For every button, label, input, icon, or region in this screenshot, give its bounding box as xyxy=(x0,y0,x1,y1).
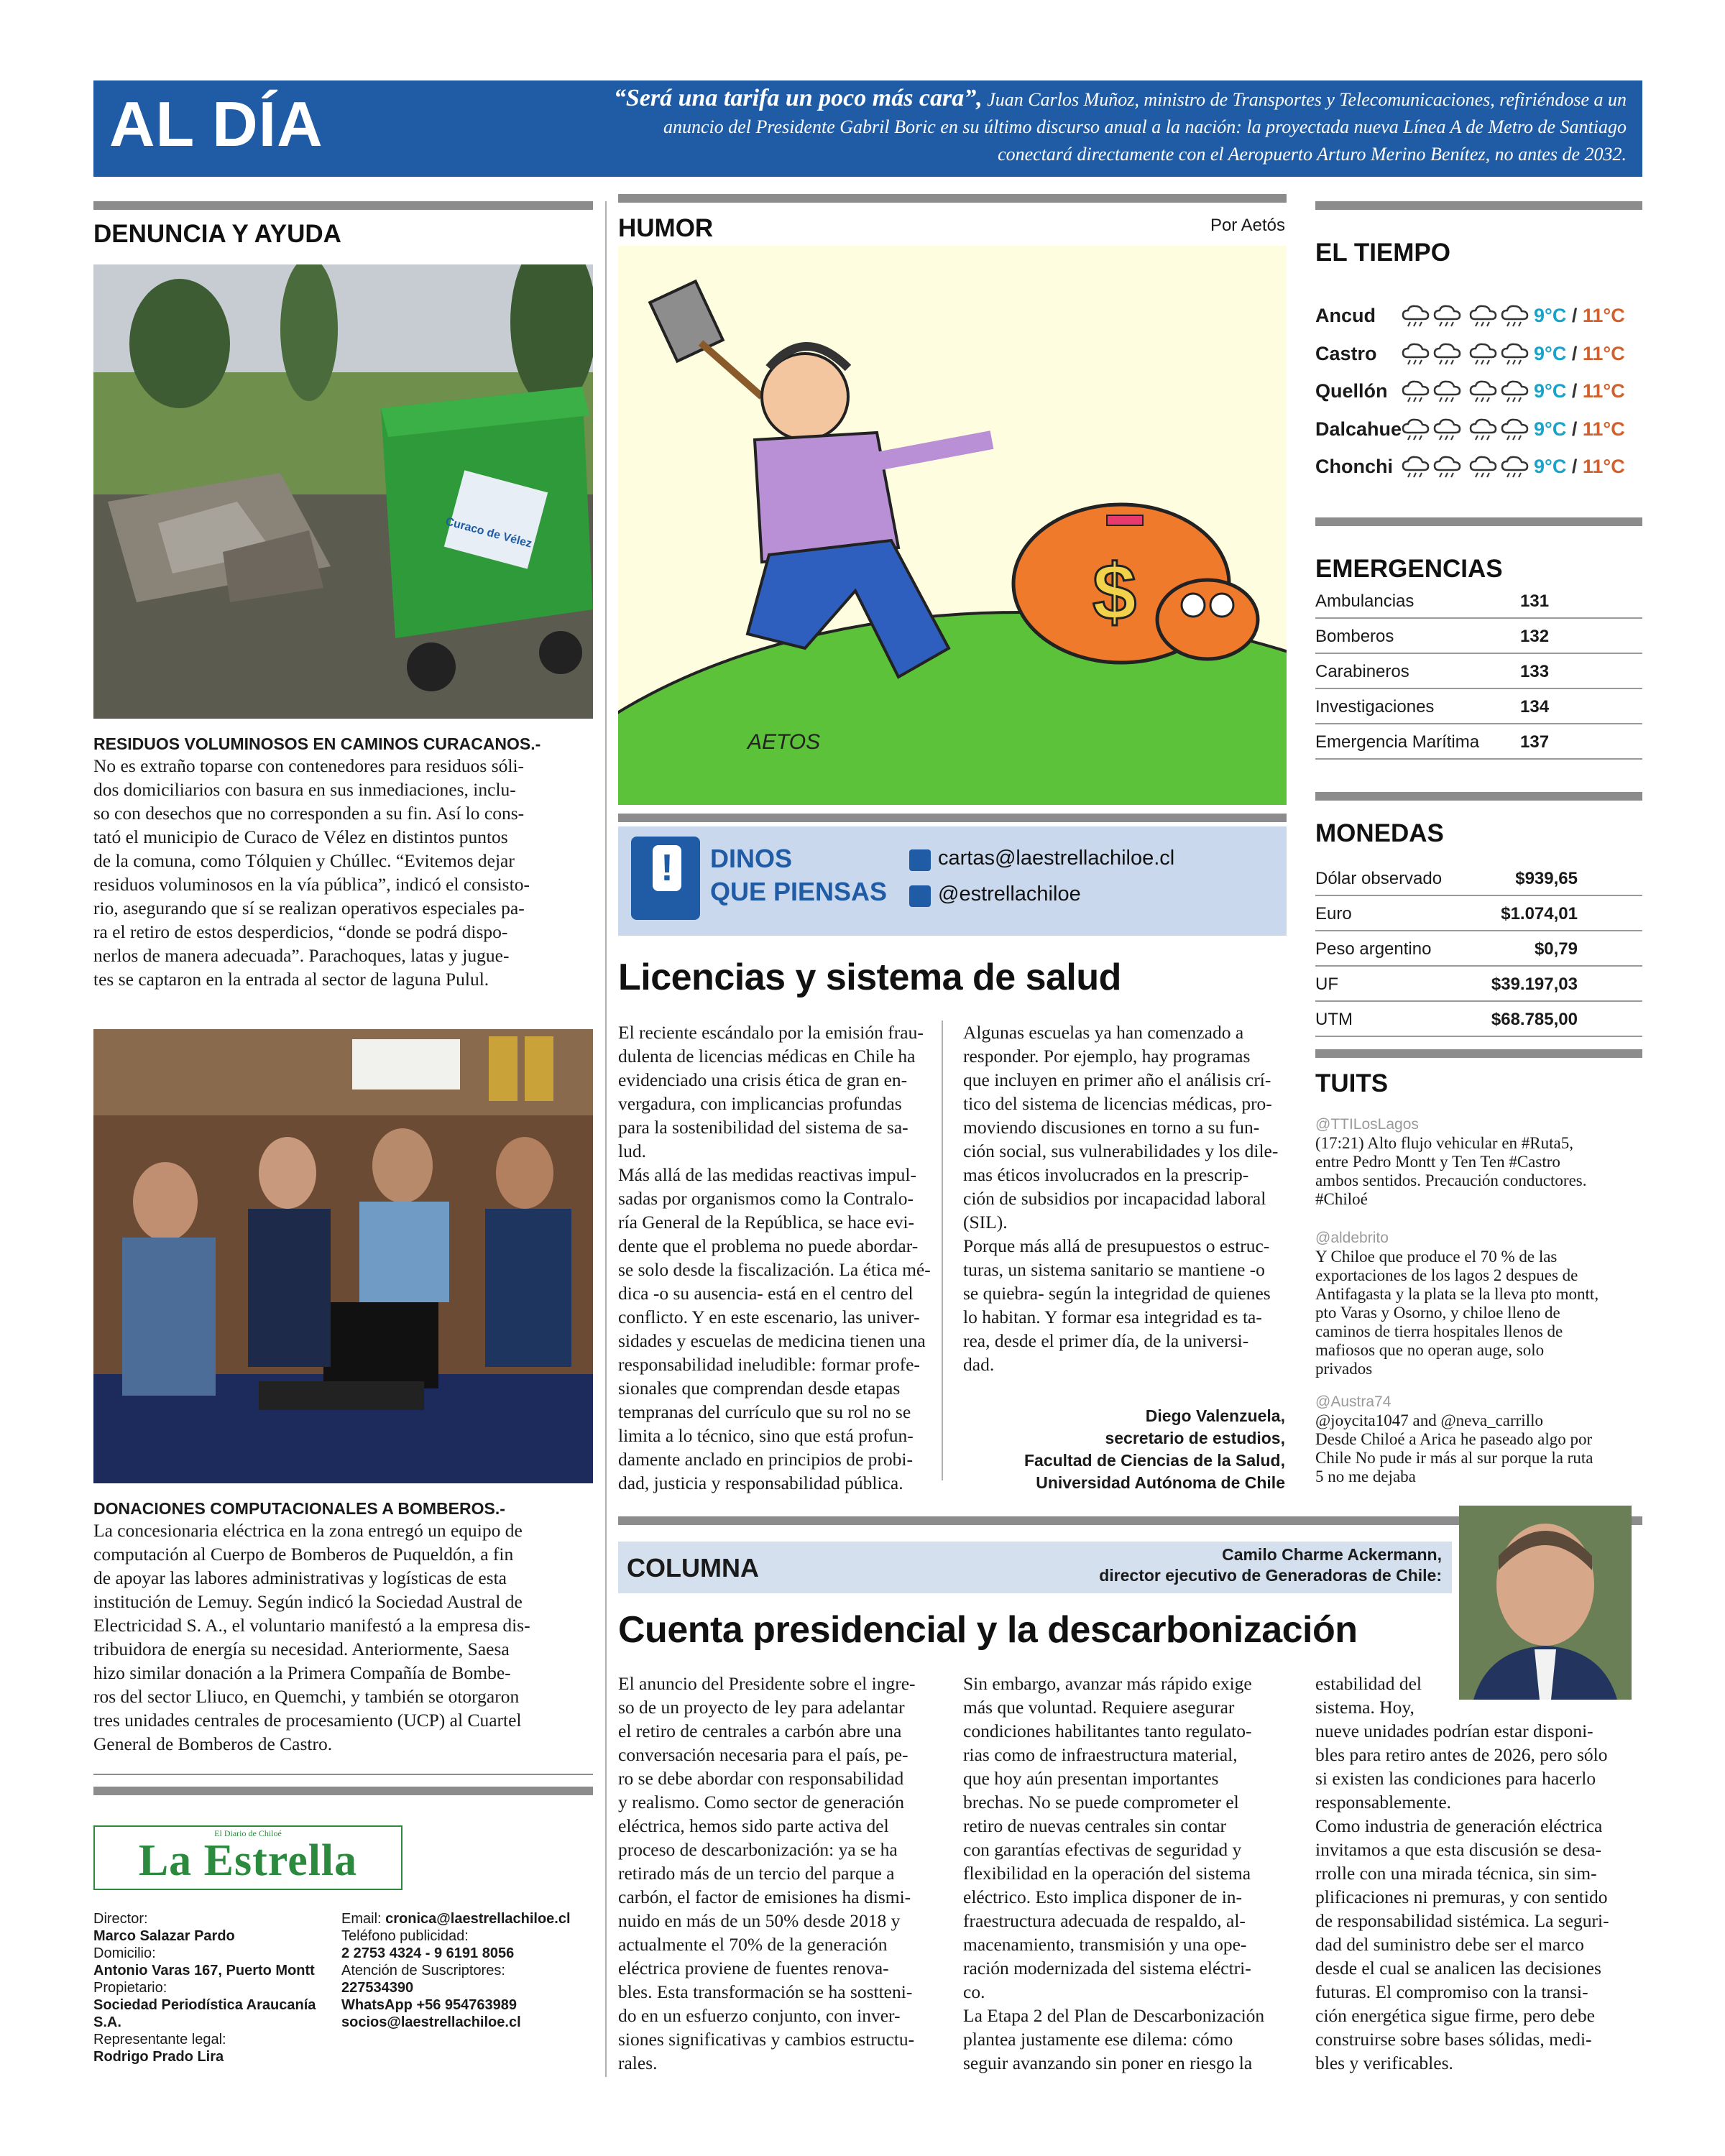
story1-line: dos domiciliarios con basura en sus inmediaciones, inclu- xyxy=(93,779,516,800)
tuit-line: @joycita1047 and @neva_carrillo xyxy=(1315,1411,1543,1429)
columna-line: construirse sobre bases sólidas, medi- xyxy=(1315,2029,1592,2050)
author-photo xyxy=(1459,1506,1632,1700)
letter-line: ción social, sus vulnerabilidades y los dile- xyxy=(963,1141,1279,1161)
humor-cartoon xyxy=(618,246,1287,805)
letter-signature xyxy=(963,1405,1285,1494)
columna-line: macenamiento, transmisión y una ope- xyxy=(963,1934,1247,1955)
moneda-row-value: $1.074,01 xyxy=(1501,904,1578,923)
rain-cloud-icon xyxy=(1432,303,1463,328)
columna-line: La Etapa 2 del Plan de Descarbonización xyxy=(963,2005,1265,2026)
columna-label: COLUMNA xyxy=(627,1553,759,1583)
quote-attribution: Juan Carlos Muñoz, ministro de Transportes y Telecomunicaciones, refiriéndose a un anuncio del Presidente Gabril Boric en su último discurso anual a la nación: la proyectada nueva Línea A de Metro de Santiago conectará directamente con el Aeropuerto Arturo Merino Benítez, no antes de 2032. xyxy=(663,89,1627,165)
letter-line: tico del sistema de licencias médicas, pro- xyxy=(963,1093,1272,1114)
tuit-line: caminos de tierra hospitales llenos de xyxy=(1315,1322,1563,1340)
letter-column-2 xyxy=(963,1021,1287,1376)
columna-line: ración modernizada del sistema eléctri- xyxy=(963,1958,1251,1978)
columna-line: bles. Esta transformación se ha sostteni- xyxy=(618,1981,913,2002)
columna-line: plantea justamente ese dilema: cómo xyxy=(963,2029,1233,2050)
columna-line: plificaciones ni premuras, y con sentido xyxy=(1315,1886,1608,1907)
columna-author: Camilo Charme Ackermann, director ejecutivo de Generadoras de Chile: xyxy=(1099,1545,1442,1585)
bin-label: Curaco de Vélez xyxy=(443,515,533,550)
story1-line: tes se captaron en la entrada al sector de laguna Pulul. xyxy=(93,969,489,990)
columna-line: flexibilidad en la operación del sistema xyxy=(963,1863,1251,1884)
exclamation-icon: ! xyxy=(631,837,700,920)
letter-line: evidenciado una crisis ética de gran en- xyxy=(618,1069,908,1090)
letter-line: conflicto. Y en este escenario, las univer- xyxy=(618,1307,920,1327)
columna-band xyxy=(618,1542,1452,1593)
letter-line: ción de subsidios por incapacidad laboral xyxy=(963,1188,1266,1209)
tuit-handle[interactable]: @aldebrito xyxy=(1315,1230,1389,1246)
tuit-line: Desde Chiloé a Arica he paseado algo por xyxy=(1315,1430,1593,1448)
rain-cloud-icon xyxy=(1432,417,1463,441)
rain-cloud-icon xyxy=(1432,341,1463,366)
rain-cloud-icon xyxy=(1432,454,1463,479)
columna-line: nuido en más de un 50% desde 2018 y xyxy=(618,1910,901,1931)
envelope-icon xyxy=(909,849,931,871)
emergencia-row-value: 134 xyxy=(1520,697,1550,717)
moneda-row-value: $68.785,00 xyxy=(1491,1010,1578,1029)
columna-line: rales. xyxy=(618,2053,658,2073)
letter-line: sidades y escuelas de medicina tienen una xyxy=(618,1330,926,1351)
story1 xyxy=(93,734,593,991)
tuit-line: Y Chiloe que produce el 70 % de las xyxy=(1315,1248,1558,1266)
story2-line: tres unidades centrales de procesamiento (UCP) al Cuartel xyxy=(93,1710,522,1731)
columna-line: El anuncio del Presidente sobre el ingre- xyxy=(618,1673,916,1694)
letter-line: ría General de la República, se hace evi- xyxy=(618,1212,915,1233)
story1-line: No es extraño toparse con contenedores para residuos sóli- xyxy=(93,755,525,776)
story2-line: institución de Lemuy. Según indicó la Sociedad Austral de xyxy=(93,1591,523,1612)
columna-line: co. xyxy=(963,1981,985,2002)
denuncia-title: DENUNCIA Y AYUDA xyxy=(93,220,341,248)
columna-column-1 xyxy=(618,1672,942,2075)
columna-line: eléctrico. Esto implica disponer de in- xyxy=(963,1886,1243,1907)
columna-line: más que voluntad. Requiere asegurar xyxy=(963,1697,1235,1718)
tuit-line: #Chiloé xyxy=(1315,1190,1368,1208)
story2-line: tribuidora de energía su necesidad. Anteriormente, Saesa xyxy=(93,1639,510,1659)
letter-line: dad. xyxy=(963,1354,995,1375)
rain-cloud-icon xyxy=(1468,417,1499,441)
tuit-item xyxy=(1315,1229,1642,1378)
letter-line: mas éticos involucrados en la prescrip- xyxy=(963,1164,1249,1185)
emergencia-row xyxy=(1315,619,1642,654)
story2-line: hizo similar donación a la Primera Compañía de Bombe- xyxy=(93,1662,511,1683)
moneda-row-label: Dólar observado xyxy=(1315,869,1443,888)
weather-temp: 9°C / 11°C xyxy=(1534,342,1625,364)
tuit-line: pto Varas y Osorno, y chiloe lleno de xyxy=(1315,1304,1560,1322)
weather-temp: 9°C / 11°C xyxy=(1534,380,1625,402)
moneda-row-value: $39.197,03 xyxy=(1491,975,1578,994)
story2-line: computación al Cuerpo de Bomberos de Puqueldón, a fin xyxy=(93,1544,514,1565)
rain-cloud-icon xyxy=(1400,417,1432,441)
story2-line: Electricidad S. A., el voluntario manifestó a la empresa dis- xyxy=(93,1615,530,1636)
columna-line: que hoy aún presentan importantes xyxy=(963,1768,1219,1789)
letter-line: Más allá de las medidas reactivas impul- xyxy=(618,1164,916,1185)
columna-line: dad del suministro debe ser el marco xyxy=(1315,1934,1584,1955)
weather-city: Chonchi xyxy=(1315,456,1393,477)
quote-text: “Será una tarifa un poco más cara”, xyxy=(613,85,983,111)
column-divider xyxy=(942,1021,943,1480)
section-header xyxy=(93,80,1642,177)
columna-line: carbón, el factor de emisiones ha dismi- xyxy=(618,1886,911,1907)
columna-line: proceso de descarbonización: ya se ha xyxy=(618,1839,898,1860)
moneda-row-value: $939,65 xyxy=(1515,869,1578,888)
section-rule xyxy=(93,1787,593,1795)
letter-line: lud. xyxy=(618,1141,646,1161)
emergencia-row-label: Ambulancias xyxy=(1315,591,1414,611)
rain-cloud-icon xyxy=(1432,379,1463,403)
rain-cloud-icon xyxy=(1468,454,1499,479)
moneda-row xyxy=(1315,861,1642,896)
columna-line: bles y verificables. xyxy=(1315,2053,1453,2073)
rain-cloud-icon xyxy=(1499,417,1531,441)
letter-line: tempranas del currículo que su rol no se xyxy=(618,1401,911,1422)
story1-line: so con desechos que no corresponden a su fin. Así lo cons- xyxy=(93,803,525,824)
moneda-row xyxy=(1315,1002,1642,1037)
dinos-twitter[interactable]: @estrellachiloe xyxy=(938,883,1081,906)
emergencia-row xyxy=(1315,654,1642,689)
story1-line: rio, asegurando que sí se realizan operativos especiales pa- xyxy=(93,898,525,918)
emergencia-row-label: Emergencia Marítima xyxy=(1315,732,1480,752)
cartoon-signature: AETOS xyxy=(748,730,821,754)
tuit-line: entre Pedro Montt y Ten Ten #Castro xyxy=(1315,1153,1560,1171)
imprint-telefono-label: Teléfono publicidad: xyxy=(341,1928,469,1944)
imprint-director-label: Director: xyxy=(93,1911,148,1927)
columna-line: futuras. El compromiso con la transi- xyxy=(1315,1981,1588,2002)
masthead-name: La Estrella xyxy=(138,1836,358,1885)
columna-line: estabilidad del xyxy=(1315,1673,1422,1694)
letter-signature-line: Facultad de Ciencias de la Salud, xyxy=(1024,1451,1285,1470)
letter-signature-line: Diego Valenzuela, xyxy=(1145,1406,1285,1425)
emergencia-row xyxy=(1315,724,1642,760)
section-rule xyxy=(93,201,593,210)
tuit-line: ambos sentidos. Precaución conductores. xyxy=(1315,1171,1587,1189)
imprint-representante-label: Representante legal: xyxy=(93,2032,226,2047)
tuits-title: TUITS xyxy=(1315,1069,1389,1097)
letter-line: se quiebra- según la integridad de quienes xyxy=(963,1283,1271,1304)
weather-temp: 9°C / 11°C xyxy=(1534,418,1625,440)
weather-row xyxy=(1315,336,1642,373)
section-rule xyxy=(618,814,1287,822)
tuit-handle[interactable]: @Austra74 xyxy=(1315,1393,1392,1410)
columna-line: rias como de infraestructura material, xyxy=(963,1744,1238,1765)
columna-line: el retiro de centrales a carbón abre una xyxy=(618,1720,902,1741)
story2-line: de apoyar las labores administrativas y logísticas de esta xyxy=(93,1567,507,1588)
emergencia-row-value: 132 xyxy=(1520,627,1550,646)
rain-cloud-icon xyxy=(1499,379,1531,403)
letter-line: damente anclado en principios de probi- xyxy=(618,1449,913,1470)
columna-line: bles para retiro antes de 2026, pero sólo xyxy=(1315,1744,1608,1765)
letter-signature-line: Universidad Autónoma de Chile xyxy=(1036,1473,1285,1492)
letter-line: Porque más allá de presupuestos o estruc- xyxy=(963,1235,1270,1256)
columna-line: Sin embargo, avanzar más rápido exige xyxy=(963,1673,1252,1694)
header-quote xyxy=(584,85,1627,168)
imprint-propietario: Sociedad Periodística Araucanía S.A. xyxy=(93,1997,316,2030)
columna-line: actualmente el 70% de la generación xyxy=(618,1934,888,1955)
columna-line: seguir avanzando sin poner en riesgo la xyxy=(963,2053,1253,2073)
story1-line: tató el municipio de Curaco de Vélez en distintos puntos xyxy=(93,826,508,847)
tuit-line: Antifagasta y la plata se la lleva pto montt, xyxy=(1315,1285,1599,1303)
story2-line: General de Bomberos de Castro. xyxy=(93,1733,333,1754)
moneda-row xyxy=(1315,967,1642,1002)
tuit-item xyxy=(1315,1393,1642,1486)
emergencias-title: EMERGENCIAS xyxy=(1315,555,1503,583)
rain-cloud-icon xyxy=(1400,454,1432,479)
columna-headline: Cuenta presidencial y la descarbonización xyxy=(618,1609,1358,1651)
garbage-photo-illustration xyxy=(93,264,593,719)
emergencia-row xyxy=(1315,689,1642,724)
letter-line: para la sostenibilidad del sistema de sa- xyxy=(618,1117,908,1138)
letter-line: vergadura, con implicancias profundas xyxy=(618,1093,902,1114)
letter-line: responsabilidad ineludible: formar profe- xyxy=(618,1354,920,1375)
columna-line: sistema. Hoy, xyxy=(1315,1697,1414,1718)
columna-line: si existen las condiciones para hacerlo xyxy=(1315,1768,1596,1789)
emergencia-row xyxy=(1315,584,1642,619)
story1-body xyxy=(93,754,593,991)
dinos-que-piensas-box xyxy=(618,826,1287,936)
imprint-telefono: 2 2753 4324 - 9 6191 8056 xyxy=(341,1945,515,1961)
emergencia-row-label: Bomberos xyxy=(1315,627,1394,646)
story2 xyxy=(93,1499,593,1756)
section-rule xyxy=(1315,792,1642,801)
imprint-right xyxy=(341,1910,600,2031)
story2-headline: DONACIONES COMPUTACIONALES A BOMBEROS.- xyxy=(93,1499,505,1518)
columna-line: de responsabilidad sistémica. La seguri- xyxy=(1315,1910,1609,1931)
columna-line: conversación necesaria para el país, pe- xyxy=(618,1744,908,1765)
masthead-tagline: El Diario de Chiloé xyxy=(214,1828,282,1838)
story1-line: nerlos de manera adecuada”. Parachoques, latas y jugue- xyxy=(93,945,510,966)
story2-line: La concesionaria eléctrica en la zona entregó un equipo de xyxy=(93,1520,523,1541)
letter-line: dica -o su ausencia- está en el centro del xyxy=(618,1283,914,1304)
imprint-domicilio-label: Domicilio: xyxy=(93,1945,156,1961)
columna-line: rrolle con una mirada técnica, sin sim- xyxy=(1315,1863,1597,1884)
dinos-title: DINOS QUE PIENSAS xyxy=(710,844,888,906)
columna-column-3 xyxy=(1315,1672,1642,2075)
rain-cloud-icon xyxy=(1468,303,1499,328)
columna-line: ción energética sigue firme, pero debe xyxy=(1315,2005,1595,2026)
dollar-sign: $ xyxy=(1092,548,1137,637)
letter-line: dente que el problema no puede abordar- xyxy=(618,1235,919,1256)
tiempo-title: EL TIEMPO xyxy=(1315,239,1450,267)
rain-cloud-icon xyxy=(1499,303,1531,328)
letter-signature-line: secretario de estudios, xyxy=(1105,1429,1285,1447)
columna-line: eléctrica, hemos sido parte activa del xyxy=(618,1815,889,1836)
letter-line: turas, un sistema sanitario se mantiene -o xyxy=(963,1259,1265,1280)
letter-line: lo habitan. Y formar esa integridad es ta- xyxy=(963,1307,1262,1327)
moneda-row-label: UTM xyxy=(1315,1010,1353,1029)
letter-line: Algunas escuelas ya han comenzado a xyxy=(963,1022,1244,1043)
tuit-line: privados xyxy=(1315,1360,1373,1378)
columna-line: con garantías efectivas de seguridad y xyxy=(963,1839,1242,1860)
moneda-row-label: Euro xyxy=(1315,904,1352,923)
emergencia-row-value: 133 xyxy=(1520,662,1550,681)
letter-line: rea, desde el primer día, de la universi- xyxy=(963,1330,1249,1351)
story1-headline: RESIDUOS VOLUMINOSOS EN CAMINOS CURACANOS.- xyxy=(93,734,541,753)
columna-line: invitamos a que esta discusión se desa- xyxy=(1315,1839,1601,1860)
weather-row xyxy=(1315,411,1642,448)
humor-title: HUMOR xyxy=(618,214,714,242)
imprint-domicilio: Antonio Varas 167, Puerto Montt xyxy=(93,1963,315,1978)
weather-city: Castro xyxy=(1315,342,1377,364)
emergencia-row-label: Investigaciones xyxy=(1315,697,1435,717)
twitter-icon xyxy=(909,885,931,907)
section-rule xyxy=(1315,1049,1642,1058)
columna-line: y realismo. Como sector de generación xyxy=(618,1792,904,1812)
emergencia-row-value: 131 xyxy=(1520,591,1550,611)
columna-line: retiro de nuevas centrales sin contar xyxy=(963,1815,1227,1836)
dinos-email[interactable]: cartas@laestrellachiloe.cl xyxy=(938,847,1175,870)
columna-line: nueve unidades podrían estar disponi- xyxy=(1315,1720,1593,1741)
imprint-socios[interactable]: socios@laestrellachiloe.cl xyxy=(341,2014,521,2030)
letter-line: dulenta de licencias médicas en Chile ha xyxy=(618,1046,916,1067)
letter-line: sionales que comprendan desde etapas xyxy=(618,1378,901,1399)
story1-line: residuos voluminosos en la vía pública”, indicó el consisto- xyxy=(93,874,530,895)
letter-line: moviendo discusiones en torno a su fun- xyxy=(963,1117,1260,1138)
cartoon-illustration xyxy=(618,246,1287,805)
imprint-whatsapp-label: WhatsApp xyxy=(341,1997,413,2013)
imprint-email-label: Email: xyxy=(341,1911,382,1927)
weather-row xyxy=(1315,373,1642,410)
imprint-left xyxy=(93,1910,338,2065)
imprint-representante: Rodrigo Prado Lira xyxy=(93,2049,224,2065)
letter-headline: Licencias y sistema de salud xyxy=(618,957,1121,998)
columna-line: do en un esfuerzo conjunto, con inver- xyxy=(618,2005,901,2026)
imprint-whatsapp: +56 954763989 xyxy=(416,1997,518,2013)
tuit-line: 5 no me dejaba xyxy=(1315,1468,1416,1485)
firefighters-photo-illustration xyxy=(93,1029,593,1483)
imprint-director: Marco Salazar Pardo xyxy=(93,1928,235,1944)
rain-cloud-icon xyxy=(1499,454,1531,479)
columna-column-2 xyxy=(963,1672,1294,2075)
weather-temp: 9°C / 11°C xyxy=(1534,456,1625,477)
divider xyxy=(93,1774,593,1775)
rain-cloud-icon xyxy=(1400,379,1432,403)
columna-line: desde el cual se analicen las decisiones xyxy=(1315,1958,1601,1978)
moneda-row xyxy=(1315,896,1642,931)
letter-line: limita a lo técnico, sino que está profun- xyxy=(618,1425,914,1446)
section-rule xyxy=(1315,517,1642,526)
letter-line: El reciente escándalo por la emisión frau- xyxy=(618,1022,924,1043)
columna-line: brechas. No se puede comprometer el xyxy=(963,1792,1239,1812)
imprint-propietario-label: Propietario: xyxy=(93,1980,167,1996)
moneda-row-value: $0,79 xyxy=(1534,939,1578,959)
imprint-atencion: 227534390 xyxy=(341,1980,414,1996)
weather-row xyxy=(1315,448,1642,486)
weather-city: Ancud xyxy=(1315,305,1376,326)
moneda-row-label: UF xyxy=(1315,975,1338,994)
emergencia-row-label: Carabineros xyxy=(1315,662,1409,681)
tuit-handle[interactable]: @TTILosLagos xyxy=(1315,1116,1419,1133)
moneda-row-label: Peso argentino xyxy=(1315,939,1432,959)
rain-cloud-icon xyxy=(1499,341,1531,366)
humor-byline: Por Aetós xyxy=(1210,216,1285,235)
columna-line: ro se debe abordar con responsabilidad xyxy=(618,1768,904,1789)
photo-firefighters-donation xyxy=(93,1029,593,1483)
letter-line: responder. Por ejemplo, hay programas xyxy=(963,1046,1251,1067)
weather-temp: 9°C / 11°C xyxy=(1534,305,1625,326)
rain-cloud-icon xyxy=(1468,379,1499,403)
photo-garbage-container xyxy=(93,264,593,719)
rain-cloud-icon xyxy=(1400,341,1432,366)
rain-cloud-icon xyxy=(1468,341,1499,366)
letter-line: que incluyen en primer año el análisis crí- xyxy=(963,1069,1271,1090)
moneda-row xyxy=(1315,931,1642,967)
tuit-item xyxy=(1315,1115,1642,1209)
letter-line: dad, justicia y responsabilidad pública. xyxy=(618,1473,903,1493)
tuit-line: Chile No pude ir más al sur porque la ruta xyxy=(1315,1449,1593,1467)
letter-line: sadas por organismos como la Contralo- xyxy=(618,1188,914,1209)
tuit-line: (17:21) Alto flujo vehicular en #Ruta5, xyxy=(1315,1134,1573,1152)
columna-line: retirado más de un tercio del parque a xyxy=(618,1863,895,1884)
monedas-title: MONEDAS xyxy=(1315,819,1444,847)
weather-row xyxy=(1315,298,1642,335)
tuit-line: exportaciones de los lagos 2 despues de xyxy=(1315,1266,1578,1284)
columna-line: responsablemente. xyxy=(1315,1792,1452,1812)
imprint-email[interactable]: cronica@laestrellachiloe.cl xyxy=(385,1911,571,1927)
columna-line: Como industria de generación eléctrica xyxy=(1315,1815,1603,1836)
story2-body xyxy=(93,1519,593,1756)
masthead-logo xyxy=(93,1825,402,1890)
emergencia-row-value: 137 xyxy=(1520,732,1550,752)
section-rule xyxy=(1315,201,1642,210)
columna-line: condiciones habilitantes tanto regulato- xyxy=(963,1720,1252,1741)
story2-line: ros del sector Lliuco, en Quemchi, y también se otorgaron xyxy=(93,1686,520,1707)
story1-line: de la comuna, como Tólquien y Chúllec. “Evitemos dejar xyxy=(93,850,515,871)
letter-line: (SIL). xyxy=(963,1212,1008,1233)
column-divider xyxy=(605,201,607,2077)
columna-line: eléctrica proviene de fuentes renova- xyxy=(618,1958,889,1978)
weather-city: Dalcahue xyxy=(1315,418,1402,440)
section-rule xyxy=(618,194,1287,203)
columna-line: so de un proyecto de ley para adelantar xyxy=(618,1697,905,1718)
letter-line: se solo desde la fiscalización. La ética mé- xyxy=(618,1259,931,1280)
weather-city: Quellón xyxy=(1315,380,1388,402)
imprint-atencion-label: Atención de Suscriptores: xyxy=(341,1963,505,1978)
letter-column-1 xyxy=(618,1021,942,1495)
columna-line: fraestructura adecuada de respaldo, al- xyxy=(963,1910,1246,1931)
story1-line: ra el retiro de estos desperdicios, “donde se podrá dispo- xyxy=(93,921,508,942)
tuit-line: mafiosos que no operan auge, solo xyxy=(1315,1341,1545,1359)
rain-cloud-icon xyxy=(1400,303,1432,328)
columna-line: siones significativas y cambios estructu- xyxy=(618,2029,915,2050)
section-title: AL DÍA xyxy=(109,88,323,160)
